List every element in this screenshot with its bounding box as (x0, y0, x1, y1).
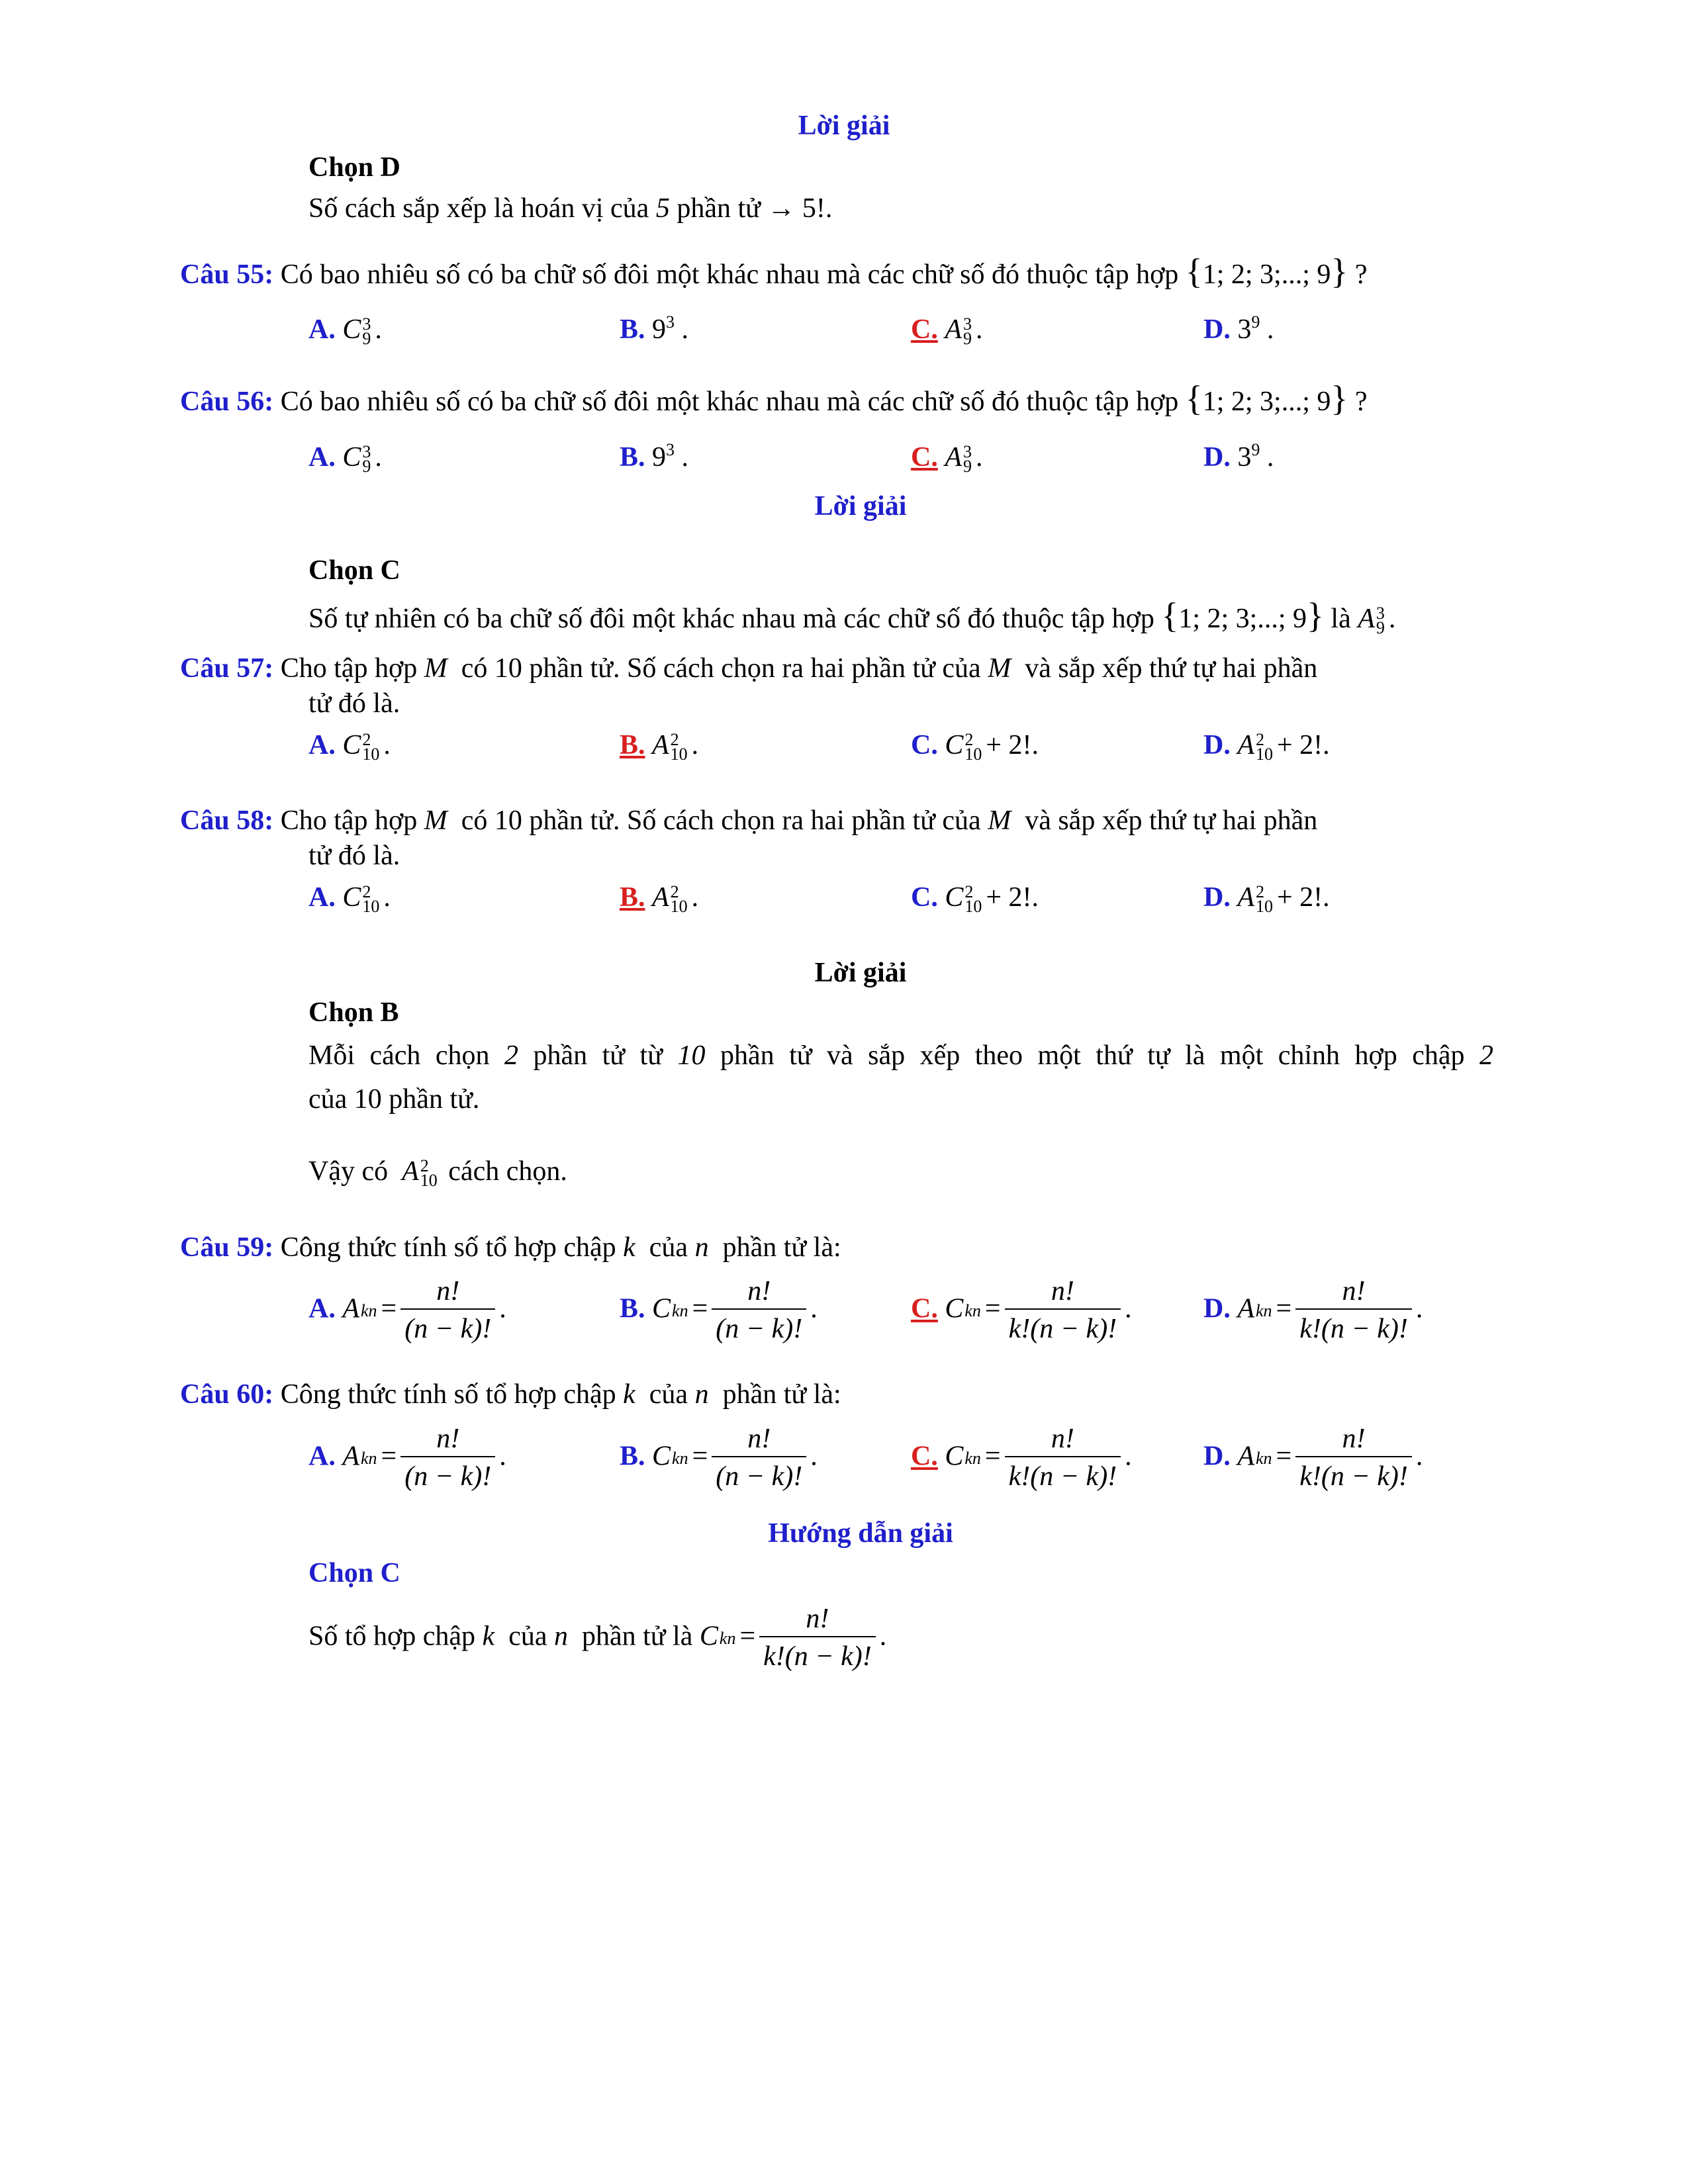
heading-loi-giai: Lời giải (814, 491, 907, 522)
option-a: A. Akn = $\frac{n!}{(n - k)!}$ . (308, 1422, 506, 1496)
option-c: C. C 2 10 + 2!. (911, 730, 1039, 764)
option-a: A. Akn = $\frac{n!}{(n - k)!}$ . (308, 1274, 506, 1348)
heading-loi-giai: Lời giải (798, 111, 890, 141)
option-d: D. $3^9$ . (1203, 440, 1274, 473)
option-a: A. C 3 9 . (308, 442, 382, 477)
question-58-line2: tử đó là. (308, 841, 400, 871)
question-60: Câu 60: Công thức tính số tổ hợp chập k của n phần tử là: (180, 1379, 841, 1410)
solution-text: Số cách sắp xếp là hoán vị của 5 phần tử → 5!. (308, 193, 833, 224)
answer-choice-label: Chọn C (308, 555, 400, 586)
option-a: A. C 2 10 . (308, 882, 391, 917)
option-b-correct: B. A 2 10 . (620, 730, 699, 764)
solution-text: Số tự nhiên có ba chữ số đôi một khác nhau mà các chữ số đó thuộc tập hợp {1; 2; 3;...; 9} là A 3 9 . (308, 596, 1396, 638)
option-c: C. C 2 10 + 2!. (911, 882, 1039, 917)
heading-huong-dan-giai: Hướng dẫn giải (768, 1518, 953, 1549)
solution-text: Mỗi cách chọn 2 phần tử từ 10 phần tử và sắp xếp theo một thứ tự là một chỉnh hợp chập 2 (308, 1040, 1493, 1071)
option-c-correct: C. A 3 9 . (911, 314, 983, 349)
question-58: Câu 58: Cho tập hợp M có 10 phần tử. Số cách chọn ra hai phần tử của M và sắp xếp thứ tự hai phần (180, 805, 1318, 836)
option-c-correct: C. Ckn = $\frac{n!}{k!(n - k)!}$ . (911, 1422, 1132, 1496)
question-59: Câu 59: Công thức tính số tổ hợp chập k của n phần tử là: (180, 1232, 841, 1263)
answer-choice-label: Chọn D (308, 152, 400, 183)
question-55: Câu 55: Có bao nhiêu số có ba chữ số đôi một khác nhau mà các chữ số đó thuộc tập hợp {1; 2; 3;...; 9} ? (180, 251, 1368, 291)
option-d: D. A 2 10 + 2!. (1203, 882, 1330, 917)
answer-choice-label: Chọn C (308, 1558, 400, 1588)
answer-choice-label: Chọn B (308, 997, 399, 1028)
question-57: Câu 57: Cho tập hợp M có 10 phần tử. Số cách chọn ra hai phần tử của M và sắp xếp thứ tự hai phần (180, 653, 1318, 684)
option-b-correct: B. A 2 10 . (620, 882, 699, 917)
option-b: B. $9^3$ . (620, 440, 689, 473)
option-a: A. C 2 10 . (308, 730, 391, 764)
option-c-correct: C. Ckn = $\frac{n!}{k!(n - k)!}$ . (911, 1274, 1132, 1348)
option-d: D. Akn = $\frac{n!}{k!(n - k)!}$ . (1203, 1422, 1423, 1496)
solution-formula: Số tổ hợp chập k của n phần tử là Ckn = $\frac{n!}{k!(n - k)!}$ . (308, 1602, 886, 1676)
option-d: D. A 2 10 + 2!. (1203, 730, 1330, 764)
question-56: Câu 56: Có bao nhiêu số có ba chữ số đôi một khác nhau mà các chữ số đó thuộc tập hợp {1; 2; 3;...; 9} ? (180, 379, 1368, 418)
question-57-line2: tử đó là. (308, 688, 400, 719)
option-c-correct: C. A 3 9 . (911, 442, 983, 477)
option-b: B. Ckn = $\frac{n!}{(n - k)!}$ . (620, 1274, 818, 1348)
solution-text-line2: của 10 phần tử. (308, 1084, 480, 1115)
option-d: D. $3^9$ . (1203, 312, 1274, 345)
option-b: B. Ckn = $\frac{n!}{(n - k)!}$ . (620, 1422, 818, 1496)
heading-loi-giai: Lời giải (814, 958, 907, 988)
option-d: D. Akn = $\frac{n!}{k!(n - k)!}$ . (1203, 1274, 1423, 1348)
option-b: B. $9^3$ . (620, 312, 689, 345)
solution-conclusion: Vậy có A 2 10 cách chọn. (308, 1156, 567, 1191)
option-a: A. C 3 9 . (308, 314, 382, 349)
